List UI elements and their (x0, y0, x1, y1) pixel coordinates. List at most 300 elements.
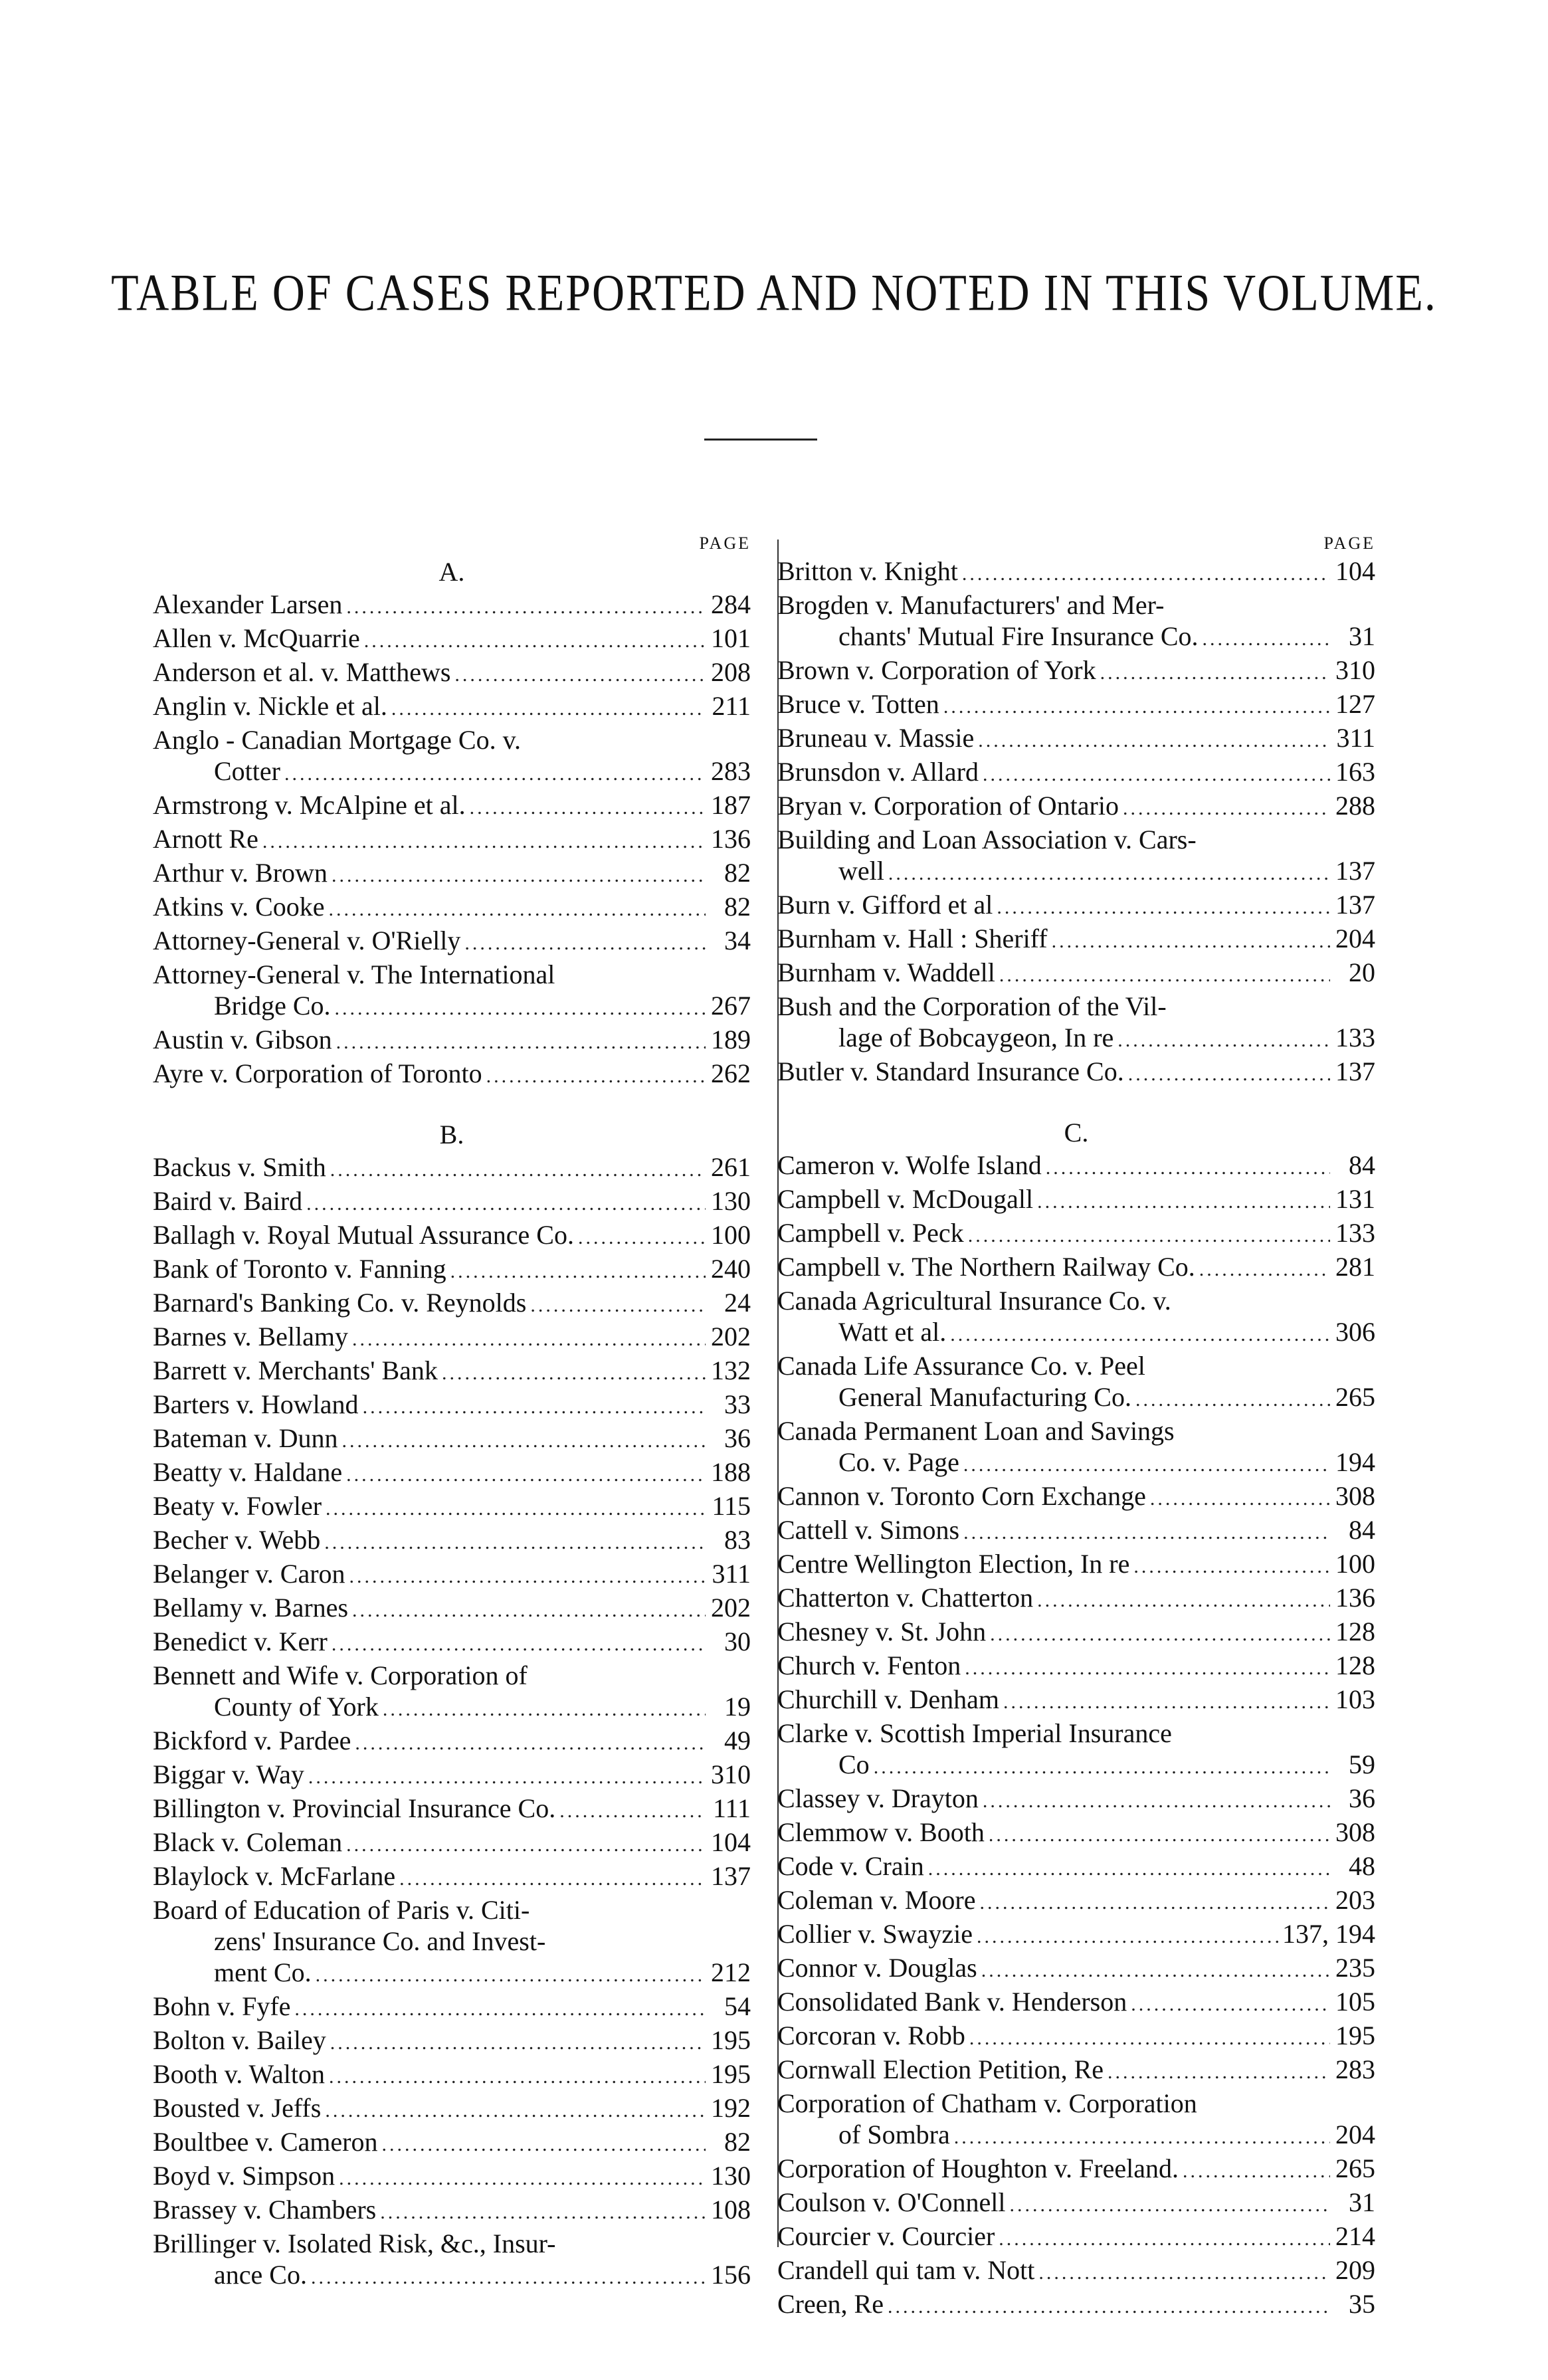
page-title: TABLE OF CASES REPORTED AND NOTED IN THIS VOLUME. (111, 263, 1437, 322)
case-name-continued: ance Co. (214, 2260, 307, 2290)
page-number: 137 (1335, 856, 1375, 886)
case-entry (777, 2288, 1375, 2322)
case-name: Chesney v. St. John (777, 1617, 987, 1646)
case-name: Butler v. Standard Insurance Co. (777, 1056, 1124, 1086)
case-entry (777, 1217, 1375, 1251)
case-entry (777, 1415, 1375, 1480)
case-name: Bank of Toronto v. Fanning (153, 1254, 446, 1284)
case-name: Bateman v. Dunn (153, 1423, 338, 1453)
page-number: 82 (724, 2127, 751, 2157)
case-entry (153, 724, 751, 789)
case-entry (153, 1759, 751, 1793)
page-number: 130 (711, 2161, 751, 2191)
page-number: 308 (1335, 1481, 1375, 1511)
leader-dots (352, 1324, 706, 1355)
case-name: Attorney-General v. The International (153, 959, 555, 989)
case-entry (777, 1480, 1375, 1514)
leader-dots (346, 591, 706, 623)
case-entry (153, 1389, 751, 1423)
page-number: 283 (711, 756, 751, 786)
page-number: 133 (1335, 1023, 1375, 1052)
leader-dots (950, 1319, 1330, 1350)
case-name: Benedict v. Kerr (153, 1627, 328, 1656)
case-entry (153, 823, 751, 857)
title-rule (704, 439, 817, 441)
case-name: Blaylock v. McFarlane (153, 1861, 396, 1891)
leader-dots (1135, 1384, 1330, 1415)
case-entry (153, 1793, 751, 1827)
page-number: 195 (711, 2025, 751, 2055)
case-name: Canada Life Assurance Co. v. Peel (777, 1351, 1145, 1381)
case-entry (777, 923, 1375, 957)
case-name: Arthur v. Brown (153, 858, 328, 888)
page-number: 235 (1335, 1953, 1375, 1983)
leader-dots (1038, 2257, 1330, 2288)
page-number: 115 (712, 1491, 751, 1521)
case-name: Cornwall Election Petition, Re (777, 2054, 1104, 2084)
section-gap (777, 1090, 1375, 1116)
case-name: Bickford v. Pardee (153, 1726, 351, 1755)
case-entry (777, 555, 1375, 589)
case-entry (153, 1423, 751, 1456)
leader-dots (963, 1517, 1330, 1548)
case-name: Cannon v. Toronto Corn Exchange (777, 1481, 1146, 1511)
page-number: 34 (724, 926, 751, 955)
leader-dots (559, 1795, 706, 1827)
leader-dots (530, 1290, 706, 1321)
page-number: 100 (711, 1220, 751, 1250)
case-name-continued: Bridge Co. (214, 991, 331, 1021)
case-entry (153, 1321, 751, 1355)
leader-dots (352, 1595, 706, 1626)
leader-dots (316, 1959, 706, 1991)
case-name: Attorney-General v. O'Rielly (153, 926, 461, 955)
case-name: Campbell v. The Northern Railway Co. (777, 1252, 1195, 1282)
case-name: Brillinger v. Isolated Risk, &c., Insur- (153, 2229, 556, 2258)
case-name: Brown v. Corporation of York (777, 655, 1096, 685)
page-number: 262 (711, 1058, 751, 1088)
page-number: 265 (1335, 1382, 1375, 1412)
case-name: Coulson v. O'Connell (777, 2187, 1006, 2217)
case-entry (777, 688, 1375, 722)
page-number: 137 (711, 1861, 751, 1891)
case-name: Baird v. Baird (153, 1186, 303, 1216)
case-entry (153, 623, 751, 656)
case-entry (153, 1592, 751, 1626)
leader-dots (306, 1188, 706, 1219)
page-number: 136 (1335, 1583, 1375, 1613)
case-entry (777, 2054, 1375, 2088)
case-name-continued: chants' Mutual Fire Insurance Co. (838, 621, 1199, 651)
page-number: 24 (724, 1288, 751, 1318)
page-number: 49 (724, 1726, 751, 1755)
page-number: 195 (711, 2059, 751, 2089)
page-number: 128 (1335, 1617, 1375, 1646)
case-entry (153, 959, 751, 1024)
case-name: Bruneau v. Massie (777, 723, 975, 753)
page-column-header: PAGE (1323, 534, 1375, 553)
case-entry (153, 2092, 751, 2126)
case-name-continued: Watt et al. (838, 1317, 947, 1347)
case-entry (153, 1185, 751, 1219)
case-entry (153, 1725, 751, 1759)
page-number: 203 (1335, 1885, 1375, 1915)
page-number: 212 (711, 1957, 751, 1987)
case-entry (153, 1558, 751, 1592)
case-entry (153, 1490, 751, 1524)
case-entry (777, 824, 1375, 889)
right-column (777, 532, 1375, 2322)
case-name: Backus v. Smith (153, 1152, 326, 1182)
case-name: Bousted v. Jeffs (153, 2093, 322, 2123)
case-entry (777, 1918, 1375, 1952)
case-entry (777, 1817, 1375, 1850)
leader-dots (1117, 1025, 1330, 1056)
case-entry (777, 654, 1375, 688)
leader-dots (1133, 1551, 1330, 1582)
leader-dots (979, 1887, 1330, 1918)
leader-dots (888, 858, 1330, 889)
case-name: Allen v. McQuarrie (153, 623, 360, 653)
page-number: 133 (1335, 1218, 1375, 1248)
leader-dots (943, 691, 1330, 722)
case-name: Bush and the Corporation of the Vil- (777, 991, 1167, 1021)
page-number: 265 (1335, 2153, 1375, 2183)
page-number: 131 (1335, 1184, 1375, 1214)
page-number: 111 (712, 1793, 751, 1823)
section-letter: C. (1064, 1118, 1089, 1147)
case-name: Belanger v. Caron (153, 1559, 345, 1589)
leader-dots (329, 894, 706, 925)
leader-dots (888, 2291, 1330, 2322)
leader-dots (981, 1955, 1330, 1986)
leader-dots (308, 1761, 706, 1793)
case-entry (153, 2160, 751, 2194)
case-name: Code v. Crain (777, 1851, 924, 1881)
leader-dots (332, 860, 706, 891)
page-number: 36 (1349, 1783, 1375, 1813)
leader-dots (963, 1449, 1330, 1480)
leader-dots (1010, 2189, 1330, 2221)
leader-dots (1052, 926, 1330, 957)
case-name-continued: County of York (214, 1692, 379, 1722)
case-entry (153, 891, 751, 925)
case-name: Clemmow v. Booth (777, 1817, 985, 1847)
leader-dots (999, 2223, 1330, 2254)
leader-dots (1037, 1186, 1330, 1217)
case-name-continued: Co. v. Page (838, 1447, 959, 1477)
case-entry (153, 789, 751, 823)
leader-dots (997, 892, 1330, 923)
leader-dots (346, 1459, 706, 1490)
leader-dots (962, 558, 1330, 589)
case-name: Corporation of Houghton v. Freeland. (777, 2153, 1179, 2183)
case-entry (153, 2025, 751, 2058)
leader-dots (983, 759, 1330, 790)
leader-dots (324, 1527, 706, 1558)
leader-dots (578, 1222, 706, 1253)
page-number: 136 (711, 824, 751, 854)
case-entry (777, 2153, 1375, 2187)
case-entry (777, 991, 1375, 1056)
case-name: Building and Loan Association v. Cars- (777, 825, 1197, 854)
leader-dots (335, 993, 706, 1024)
section-letter: A. (438, 557, 465, 587)
leader-dots (341, 1425, 706, 1456)
case-name: Becher v. Webb (153, 1525, 321, 1555)
page-number: 267 (711, 991, 751, 1021)
page-number: 82 (724, 858, 751, 888)
case-name: Connor v. Douglas (777, 1953, 977, 1983)
case-name: Anderson et al. v. Matthews (153, 657, 451, 687)
leader-dots (1203, 623, 1330, 654)
case-entry (153, 1626, 751, 1660)
leader-dots (336, 1027, 706, 1058)
case-name: Brunsdon v. Allard (777, 757, 979, 787)
case-name: Classey v. Drayton (777, 1783, 979, 1813)
page-number: 19 (724, 1692, 751, 1722)
case-entry (153, 1355, 751, 1389)
leader-dots (969, 2023, 1330, 2054)
case-name: Churchill v. Denham (777, 1684, 1000, 1714)
leader-dots (326, 1493, 706, 1524)
page-number: 261 (711, 1152, 751, 1182)
case-entry (153, 589, 751, 623)
case-name: Alexander Larsen (153, 589, 343, 619)
leader-dots (262, 826, 706, 857)
page-number: 137, 194 (1282, 1919, 1375, 1949)
case-name-continued: Co (838, 1749, 870, 1779)
case-name: Burn v. Gifford et al (777, 890, 993, 920)
page-number: 48 (1349, 1851, 1375, 1881)
case-entry (153, 2126, 751, 2160)
case-entry (777, 1350, 1375, 1415)
case-name: Bohn v. Fyfe (153, 1991, 291, 2021)
leader-dots (325, 2095, 706, 2126)
page-number: 284 (711, 589, 751, 619)
leader-dots (965, 1652, 1330, 1684)
case-entry (153, 1827, 751, 1860)
leader-dots (470, 792, 706, 823)
page-number: 31 (1349, 621, 1375, 651)
leader-dots (346, 1829, 706, 1860)
case-name: Booth v. Walton (153, 2059, 326, 2089)
leader-dots (1108, 2056, 1330, 2088)
case-name: Cameron v. Wolfe Island (777, 1150, 1042, 1180)
page-number: 283 (1335, 2054, 1375, 2084)
case-entry (777, 1056, 1375, 1090)
case-entry (777, 1149, 1375, 1183)
case-entry (777, 1684, 1375, 1718)
page-number: 208 (711, 657, 751, 687)
case-name: Crandell qui tam v. Nott (777, 2255, 1035, 2285)
page-number: 204 (1335, 2120, 1375, 2149)
page-number: 192 (711, 2093, 751, 2123)
case-name: Clarke v. Scottish Imperial Insurance (777, 1718, 1172, 1748)
case-entry (777, 1582, 1375, 1616)
case-entry (153, 1524, 751, 1558)
page-number: 101 (711, 623, 751, 653)
leader-dots (450, 1256, 706, 1287)
leader-dots (1046, 1152, 1330, 1183)
leader-dots (329, 2061, 706, 2092)
leader-dots (399, 1863, 706, 1894)
leader-dots (364, 625, 706, 656)
case-entry (777, 1514, 1375, 1548)
page-number: 36 (724, 1423, 751, 1453)
case-name: Creen, Re (777, 2289, 884, 2319)
leader-dots (383, 1694, 706, 1725)
case-name: Bryan v. Corporation of Ontario (777, 791, 1119, 821)
case-name: Billington v. Provincial Insurance Co. (153, 1793, 556, 1823)
leader-dots (330, 1154, 706, 1185)
case-name: Atkins v. Cooke (153, 892, 325, 922)
page-column-header: PAGE (699, 534, 751, 553)
leader-dots (1037, 1585, 1330, 1616)
page-number: 187 (711, 790, 751, 820)
page-number: 104 (1335, 556, 1375, 586)
leader-dots (983, 1785, 1330, 1817)
case-name: Ballagh v. Royal Mutual Assurance Co. (153, 1220, 574, 1250)
page-number: 308 (1335, 1817, 1375, 1847)
leader-dots (330, 2027, 706, 2058)
case-entry (777, 2221, 1375, 2254)
page-number: 54 (724, 1991, 751, 2021)
case-name: Burnham v. Hall : Sheriff (777, 924, 1048, 953)
case-name: Courcier v. Courcier (777, 2221, 995, 2251)
case-name: Armstrong v. McAlpine et al. (153, 790, 466, 820)
case-name: Britton v. Knight (777, 556, 958, 586)
page-number: 82 (724, 892, 751, 922)
page-number: 100 (1335, 1549, 1375, 1579)
case-entry (777, 1783, 1375, 1817)
case-entry (777, 1548, 1375, 1582)
case-name: Corcoran v. Robb (777, 2021, 965, 2050)
leader-dots (989, 1819, 1330, 1850)
leader-dots (363, 1391, 706, 1423)
page-number: 104 (711, 1827, 751, 1857)
page-number: 59 (1349, 1749, 1375, 1779)
case-entry (777, 1718, 1375, 1783)
page-number: 211 (712, 691, 751, 721)
leader-dots (311, 2262, 706, 2293)
case-name-continued: well (838, 856, 884, 886)
page-number: 83 (724, 1525, 751, 1555)
leader-dots (977, 1921, 1278, 1952)
page-number: 189 (711, 1025, 751, 1054)
leader-dots (442, 1357, 706, 1389)
leader-dots (1199, 1254, 1330, 1285)
case-name: Barrett v. Merchants' Bank (153, 1355, 438, 1385)
page-number: 137 (1335, 890, 1375, 920)
section-gap (153, 1092, 751, 1118)
page-number: 202 (711, 1593, 751, 1623)
leader-dots (1128, 1058, 1330, 1090)
page-number: 204 (1335, 924, 1375, 953)
page-number: 132 (711, 1355, 751, 1385)
case-entry (777, 2254, 1375, 2288)
case-entry (153, 1991, 751, 2025)
leader-dots (391, 693, 706, 724)
case-entry (777, 1952, 1375, 1986)
page-number: 194 (1335, 1447, 1375, 1477)
page-number: 130 (711, 1186, 751, 1216)
case-entry (153, 656, 751, 690)
case-entry (153, 2194, 751, 2228)
case-name: Barnes v. Bellamy (153, 1322, 349, 1351)
leader-dots (332, 1629, 706, 1660)
left-column (153, 532, 751, 2293)
case-name: Chatterton v. Chatterton (777, 1583, 1034, 1613)
case-entry (777, 1183, 1375, 1217)
leader-dots (1100, 657, 1330, 688)
case-entry (777, 589, 1375, 654)
leader-dots (486, 1060, 706, 1092)
leader-dots (381, 2129, 706, 2160)
case-name: Beaty v. Fowler (153, 1491, 322, 1521)
case-name: Brassey v. Chambers (153, 2195, 377, 2225)
case-name: Bellamy v. Barnes (153, 1593, 349, 1623)
page-number: 214 (1335, 2221, 1375, 2251)
case-name: Brogden v. Manufacturers' and Mer- (777, 590, 1165, 620)
case-name: Coleman v. Moore (777, 1885, 976, 1915)
case-entry (777, 889, 1375, 923)
leader-dots (1123, 793, 1330, 824)
case-entry (777, 1650, 1375, 1684)
case-entry (153, 690, 751, 724)
case-name: Ayre v. Corporation of Toronto (153, 1058, 482, 1088)
case-name-continued: zens' Insurance Co. and Invest- (214, 1926, 546, 1956)
case-entry (153, 1456, 751, 1490)
leader-dots (339, 2163, 706, 2194)
leader-dots (990, 1619, 1330, 1650)
page-number: 156 (711, 2260, 751, 2290)
page-number: 310 (711, 1759, 751, 1789)
leader-dots (928, 1853, 1330, 1884)
page-number: 20 (1349, 957, 1375, 987)
leader-dots (1150, 1483, 1330, 1514)
case-name: Barnard's Banking Co. v. Reynolds (153, 1288, 527, 1318)
case-name: Canada Agricultural Insurance Co. v. (777, 1286, 1171, 1316)
case-entry (777, 2187, 1375, 2221)
leader-dots (1183, 2155, 1330, 2187)
case-name-continued: General Manufacturing Co. (838, 1382, 1131, 1412)
case-name: Canada Permanent Loan and Savings (777, 1416, 1175, 1446)
case-entry (777, 722, 1375, 756)
case-entry (777, 1616, 1375, 1650)
leader-dots (454, 659, 706, 690)
case-name: Centre Wellington Election, In re (777, 1549, 1130, 1579)
case-entry (777, 1285, 1375, 1350)
page-number: 209 (1335, 2255, 1375, 2285)
page-number: 310 (1335, 655, 1375, 685)
page-number: 281 (1335, 1252, 1375, 1282)
case-name: Campbell v. Peck (777, 1218, 964, 1248)
case-entry (153, 1151, 751, 1185)
case-entry (153, 1860, 751, 1894)
case-name-continued: Cotter (214, 756, 280, 786)
case-entry (777, 2020, 1375, 2054)
case-name: Bolton v. Bailey (153, 2025, 326, 2055)
case-entry (777, 1251, 1375, 1285)
case-entry (777, 1986, 1375, 2020)
page-number: 137 (1335, 1056, 1375, 1086)
page-number: 84 (1349, 1515, 1375, 1545)
leader-dots (954, 2122, 1330, 2153)
page-number: 288 (1335, 791, 1375, 821)
case-name: Bennett and Wife v. Corporation of (153, 1660, 528, 1690)
case-entry (153, 2228, 751, 2293)
